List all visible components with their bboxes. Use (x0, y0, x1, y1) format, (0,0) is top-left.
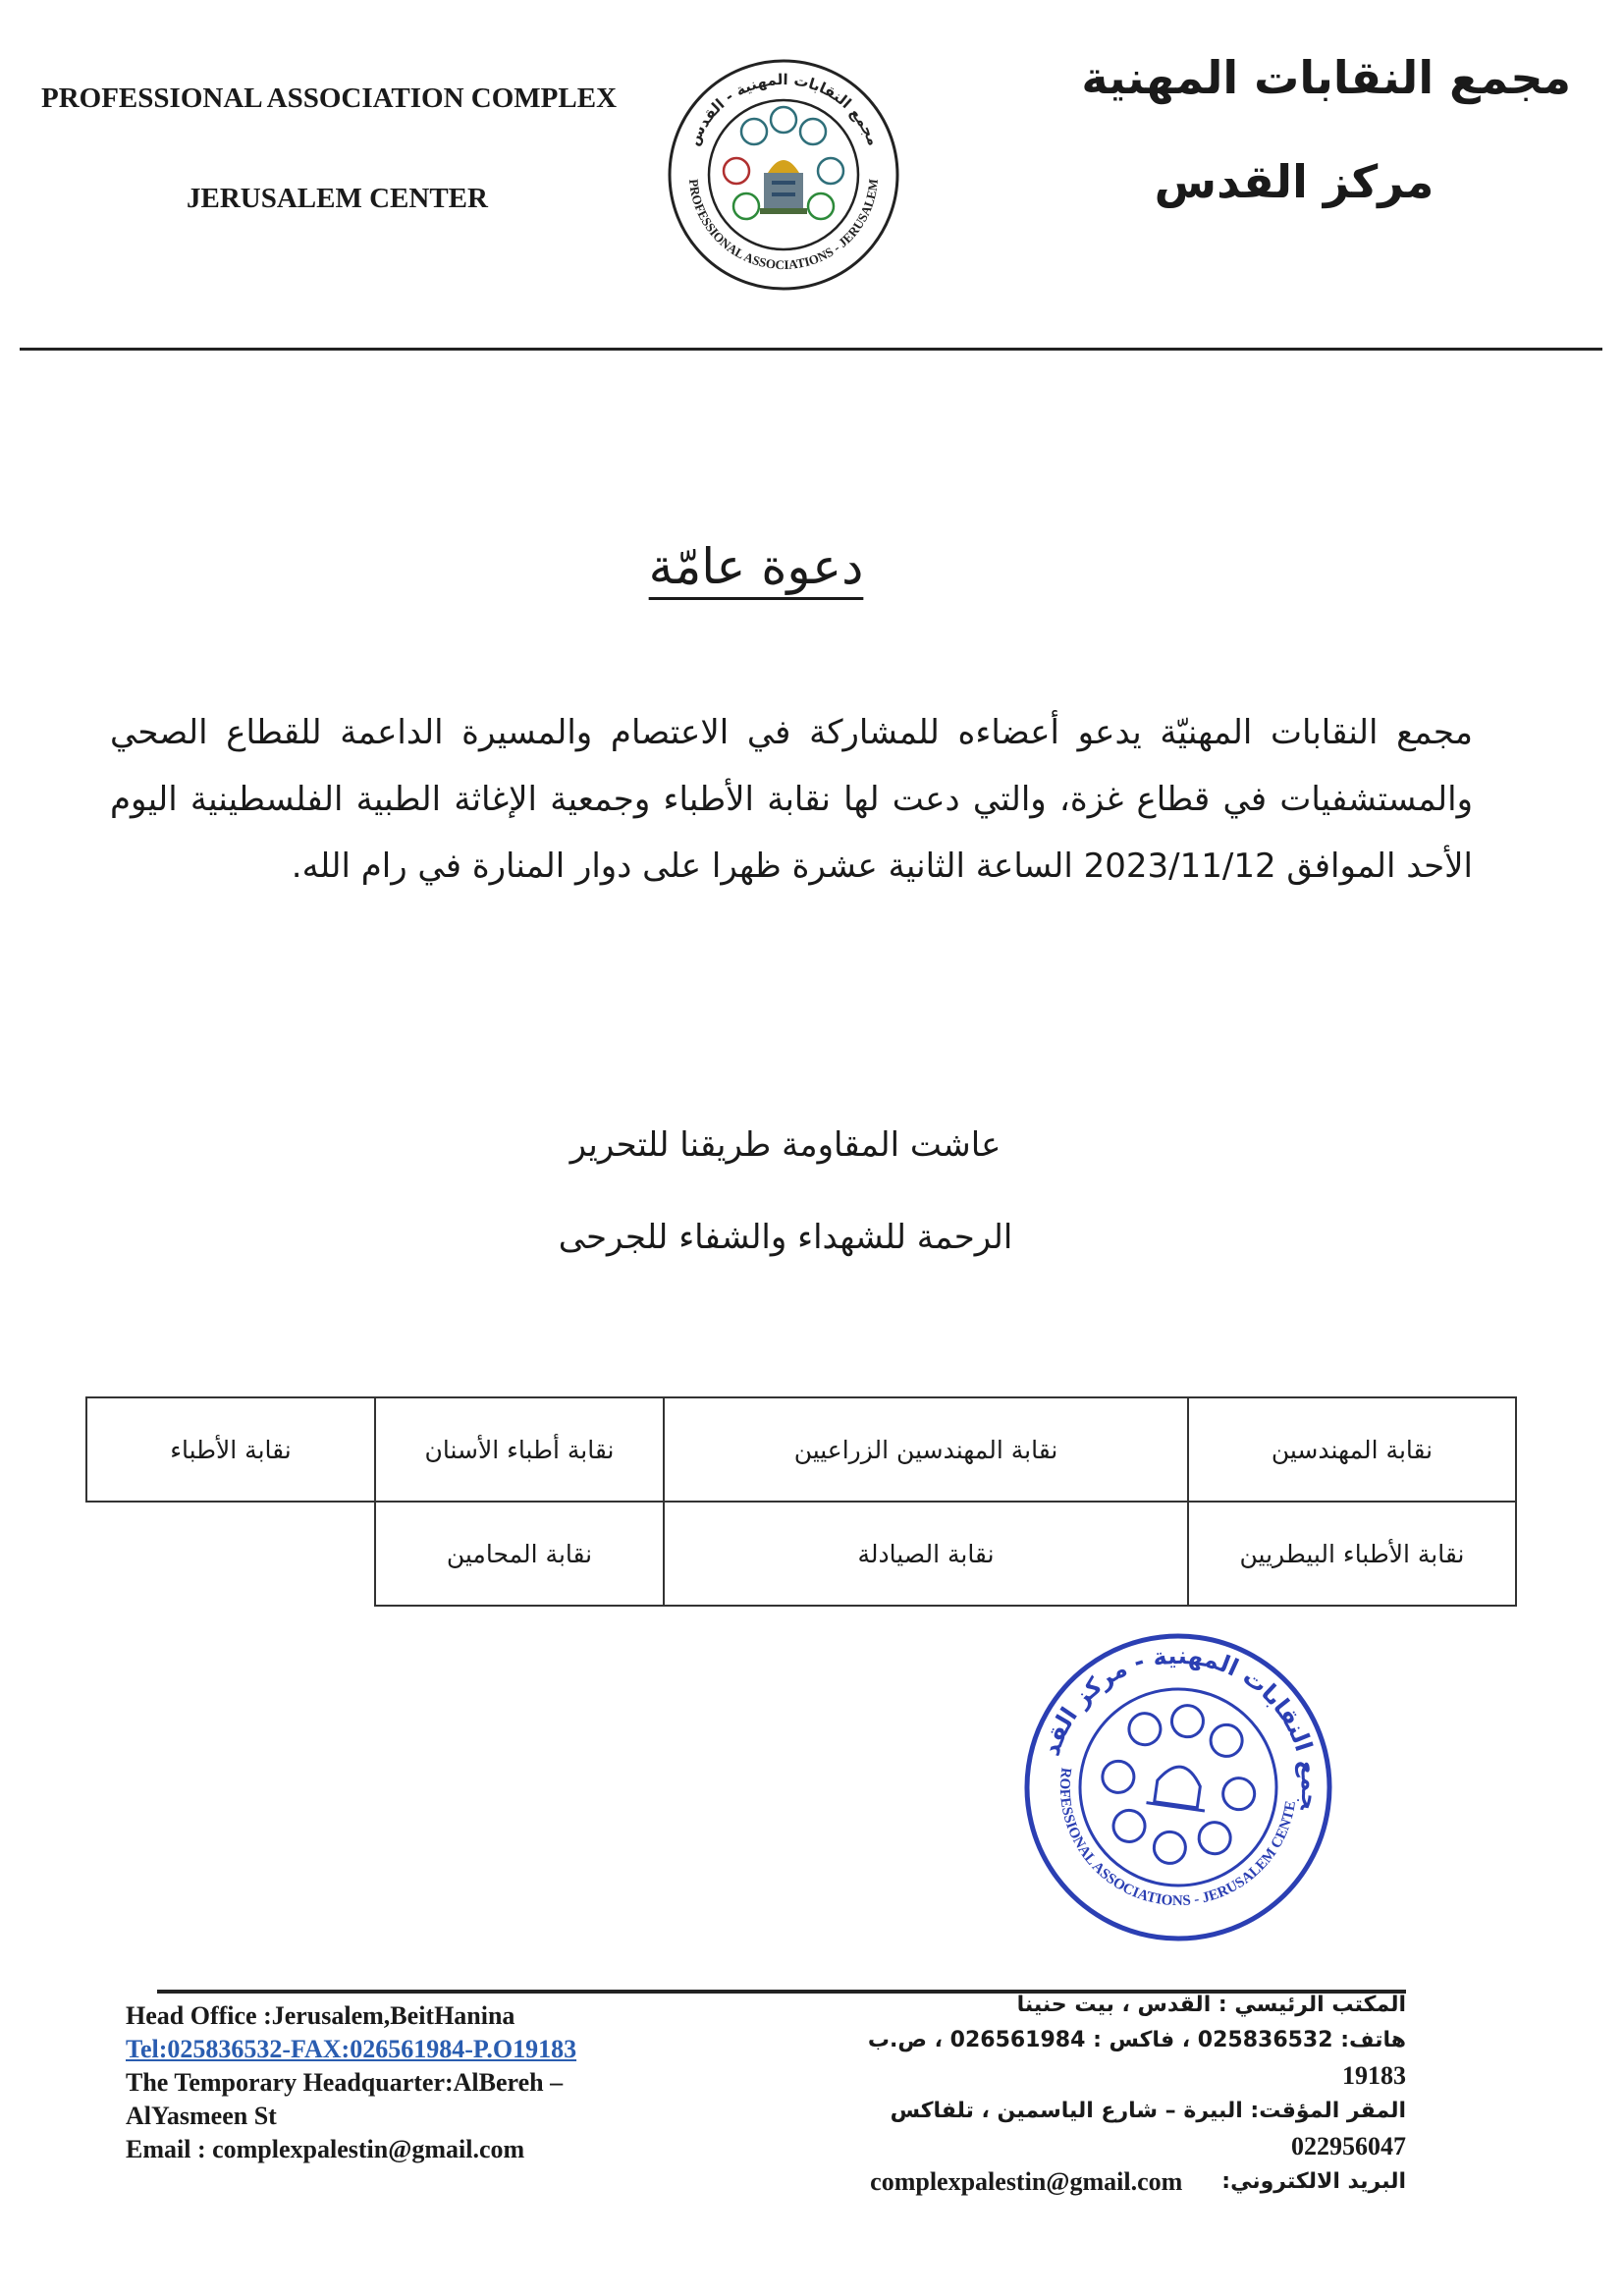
union-cell-physicians: نقابة الأطباء (86, 1397, 375, 1502)
footer-ar-telefax: 022956047 (1291, 2132, 1406, 2160)
footer-ar-temp-hq: المقر المؤقت: البيرة – شارع الياسمين ، تلفاكس (890, 2099, 1406, 2123)
footer-en-temp-hq-street: AlYasmeen St (126, 2102, 277, 2130)
union-cell-empty (86, 1502, 375, 1606)
slogan-martyrs: الرحمة للشهداء والشفاء للجرحى (558, 1218, 1013, 1257)
union-cell-dentists: نقابة أطباء الأسنان (375, 1397, 664, 1502)
footer-arabic (805, 1988, 1406, 2200)
footer-en-email: Email : complexpalestin@gmail.com (126, 2135, 525, 2163)
footer-english (126, 1999, 676, 2166)
logo-ring-bottom-text: PROFESSIONAL ASSOCIATIONS - JERUSALEM (686, 178, 882, 273)
header-divider (20, 348, 1602, 351)
union-cell-veterinarians: نقابة الأطباء البيطريين (1188, 1502, 1516, 1606)
footer-en-tel-link[interactable]: Tel:025836532-FAX:026561984-P.O19183 (126, 2035, 577, 2063)
header-arabic-line1: مجمع النقابات المهنية (1081, 51, 1571, 104)
stamp-ring-bottom-text: PROFESSIONAL ASSOCIATIONS - JERUSALEM CENTER (1056, 1767, 1300, 1910)
union-cell-engineers: نقابة المهندسين (1188, 1397, 1516, 1502)
union-cell-lawyers: نقابة المحامين (375, 1502, 664, 1606)
association-logo (666, 57, 901, 293)
footer-ar-email-row (805, 2164, 1406, 2200)
official-stamp (1001, 1610, 1355, 1964)
unions-row-1 (86, 1397, 1516, 1502)
unions-table (85, 1396, 1517, 1607)
footer-ar-email-label: البريد الالكتروني: (1221, 2169, 1406, 2194)
union-cell-pharmacists: نقابة الصيادلة (664, 1502, 1188, 1606)
invitation-body: مجمع النقابات المهنيّة يدعو أعضاءه للمشاركة في الاعتصام والمسيرة الداعمة للقطاع الصحي والمستشفيات في قطاع غزة، والتي دعت لها نقابة الأطباء وجمعية الإغاثة الطبية الفلسطينية اليوم الأحد الموافق 2023/11/12 الساعة الثانية عشرة ظهرا على دوار المنارة في رام الله. (110, 713, 1473, 886)
footer-en-temp-hq: The Temporary Headquarter:AlBereh – (126, 2068, 564, 2097)
header-english-line1: PROFESSIONAL ASSOCIATION COMPLEX (41, 82, 618, 114)
header-english-line2: JERUSALEM CENTER (187, 183, 488, 214)
logo-ring-top-text: مجمع النقابات المهنية - القدس (684, 70, 883, 148)
footer-ar-email: complexpalestin@gmail.com (870, 2167, 1183, 2196)
unions-row-2 (86, 1502, 1516, 1606)
document-title: دعوة عامّة (648, 538, 864, 595)
header-arabic-line2: مركز القدس (1154, 155, 1435, 208)
footer-ar-head-office: المكتب الرئيسي : القدس ، بيت حنينا (1016, 1993, 1406, 2017)
union-cell-agricultural-engineers: نقابة المهندسين الزراعيين (664, 1397, 1188, 1502)
slogan-resistance: عاشت المقاومة طريقنا للتحرير (569, 1125, 1001, 1165)
footer-en-head-office: Head Office :Jerusalem,BeitHanina (126, 2001, 515, 2030)
stamp-ring-top-text: مجمع النقابات المهنية - مركز القدس (1037, 1641, 1325, 1813)
footer-ar-phone: هاتف: 025836532 ، فاكس : 026561984 ، ص.ب (867, 2028, 1406, 2052)
footer-ar-po-box: 19183 (1342, 2061, 1406, 2090)
